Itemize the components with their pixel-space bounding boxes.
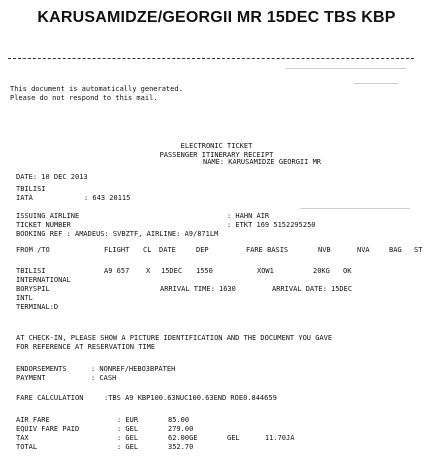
to-airport: INTL [16, 294, 33, 302]
fare-basis: XOW1 [257, 267, 274, 275]
doc-title: ELECTRONIC TICKET [180, 142, 253, 150]
fare-row-currency: : EUR [117, 416, 139, 424]
col-st: ST [414, 246, 423, 254]
issue-date: DATE: 10 DEC 2013 [16, 173, 88, 181]
booking-status: OK [343, 267, 352, 275]
fare-row-label: EQUIV FARE PAID [16, 425, 80, 433]
ticket-number-value: : ETKT 169 5152295250 [227, 221, 316, 229]
fare-calculation-value: :TBS A9 KBP100.63NUC100.63END ROE0.844659 [104, 394, 277, 402]
fare-row-label: AIR FARE [16, 416, 50, 424]
doc-subtitle: PASSENGER ITINERARY RECEIPT [159, 151, 274, 159]
booking-class: X [146, 267, 151, 275]
scan-mark [354, 83, 398, 84]
col-dep: DEP [196, 246, 209, 254]
col-date: DATE [159, 246, 176, 254]
col-from-to: FROM /TO [16, 246, 50, 254]
ticket-number-label: TICKET NUMBER [16, 221, 71, 229]
from-airport: INTERNATIONAL [16, 276, 71, 284]
document-header-title: KARUSAMIDZE/GEORGII MR 15DEC TBS KBP [37, 9, 396, 26]
issuing-airline-label: ISSUING AIRLINE [16, 212, 80, 220]
fare-row-label: TOTAL [16, 443, 38, 451]
col-class: CL [143, 246, 152, 254]
notice-line-1: This document is automatically generated. [10, 85, 183, 93]
flight-date: 15DEC [161, 267, 183, 275]
col-flight: FLIGHT [104, 246, 130, 254]
fare-row-amount: 352.70 [168, 443, 194, 451]
col-bag: BAG [389, 246, 402, 254]
fare-row-amount: 85.00 [168, 416, 190, 424]
notice-line-2: Please do not respond to this mail. [10, 94, 158, 102]
fare-row-extra: GEL 11.70JA [227, 434, 295, 442]
fare-row-amount: 62.00GE [168, 434, 198, 442]
col-nva: NVA [357, 246, 370, 254]
endorsements-value: : NONREF/НЕВОЗВРАТЕН [91, 365, 176, 373]
col-nvb: NVB [318, 246, 331, 254]
baggage-allowance: 20KG [313, 267, 330, 275]
fare-row-currency: : GEL [117, 434, 139, 442]
to-city: BORYSPIL [16, 285, 50, 293]
flight-number: A9 657 [104, 267, 130, 275]
payment-value: : CASH [91, 374, 117, 382]
endorsements-label: ENDORSEMENTS [16, 365, 67, 373]
fare-row-currency: : GEL [117, 443, 139, 451]
fare-row-label: TAX [16, 434, 29, 442]
col-fare-basis: FARE BASIS [246, 246, 289, 254]
passenger-name: NAME: KARUSAMIDZE GEORGII MR [203, 158, 322, 166]
terminal: TERMINAL:D [16, 303, 59, 311]
checkin-notice-line-1: AT CHECK-IN, PLEASE SHOW A PICTURE IDENTIFICATION AND THE DOCUMENT YOU GAVE [16, 334, 333, 342]
arrival-time: ARRIVAL TIME: 1630 [160, 285, 236, 293]
scan-mark [300, 208, 410, 209]
header-divider [8, 58, 414, 59]
issue-city: TBILISI [16, 185, 46, 193]
iata-label: IATA [16, 194, 33, 202]
scan-mark [286, 68, 406, 69]
issuing-airline-value: : HAHN AIR [227, 212, 270, 220]
booking-ref: BOOKING REF : AMADEUS: SVBZTF, AIRLINE: A9/871LM [16, 230, 219, 238]
checkin-notice-line-2: FOR REFERENCE AT RESERVATION TIME [16, 343, 156, 351]
fare-row-amount: 279.00 [168, 425, 194, 433]
fare-row-currency: : GEL [117, 425, 139, 433]
iata-value: : 643 20115 [84, 194, 131, 202]
arrival-date: ARRIVAL DATE: 15DEC [272, 285, 353, 293]
fare-calculation-label: FARE CALCULATION [16, 394, 84, 402]
payment-label: PAYMENT [16, 374, 46, 382]
from-city: TBILISI [16, 267, 46, 275]
departure-time: 1550 [196, 267, 213, 275]
